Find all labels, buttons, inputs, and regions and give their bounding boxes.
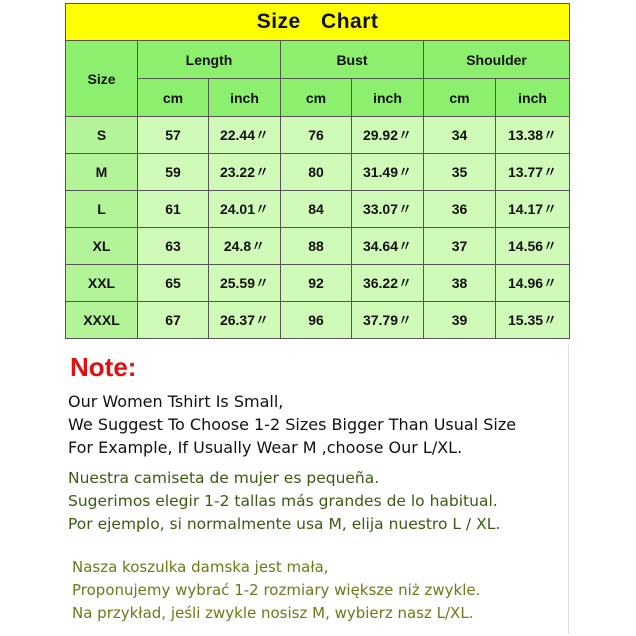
chart-title: Size Chart — [66, 4, 570, 41]
unit-header: inch — [496, 79, 570, 117]
table-cell: 37.79〃 — [352, 302, 424, 339]
table-row — [66, 117, 570, 154]
size-label: XL — [66, 228, 138, 265]
bust-group-header: Bust — [281, 41, 424, 79]
table-cell: 25.59〃 — [209, 265, 281, 302]
table-cell: 34.64〃 — [352, 228, 424, 265]
polish-note-line: Na przykład, jeśli zwykle nosisz M, wybierz nasz L/XL. — [72, 604, 474, 622]
table-cell: 63 — [138, 228, 209, 265]
table-cell: 36.22〃 — [352, 265, 424, 302]
table-cell: 33.07〃 — [352, 191, 424, 228]
table-row — [66, 302, 570, 339]
table-cell: 13.38〃 — [496, 117, 570, 154]
table-cell: 88 — [281, 228, 352, 265]
spanish-note-line: Por ejemplo, si normalmente usa M, elija nuestro L / XL. — [68, 515, 501, 533]
size-label: M — [66, 154, 138, 191]
size-label: XXXL — [66, 302, 138, 339]
table-cell: 14.56〃 — [496, 228, 570, 265]
length-group-header: Length — [138, 41, 281, 79]
table-cell: 14.17〃 — [496, 191, 570, 228]
table-cell: 23.22〃 — [209, 154, 281, 191]
size-column-header: Size — [66, 41, 138, 117]
table-cell: 22.44〃 — [209, 117, 281, 154]
table-cell: 67 — [138, 302, 209, 339]
table-cell: 36 — [424, 191, 496, 228]
english-note-line: We Suggest To Choose 1-2 Sizes Bigger Than Usual Size — [68, 415, 517, 434]
size-chart — [65, 3, 569, 339]
table-cell: 38 — [424, 265, 496, 302]
table-row — [66, 265, 570, 302]
table-cell: 96 — [281, 302, 352, 339]
table-cell: 13.77〃 — [496, 154, 570, 191]
table-cell: 24.8〃 — [209, 228, 281, 265]
table-cell: 26.37〃 — [209, 302, 281, 339]
divider — [568, 344, 569, 634]
unit-header: cm — [138, 79, 209, 117]
spanish-note-line: Nuestra camiseta de mujer es pequeña. — [68, 469, 380, 487]
table-cell: 35 — [424, 154, 496, 191]
size-label: S — [66, 117, 138, 154]
table-cell: 37 — [424, 228, 496, 265]
table-cell: 84 — [281, 191, 352, 228]
table-cell: 29.92〃 — [352, 117, 424, 154]
table-cell: 92 — [281, 265, 352, 302]
size-label: L — [66, 191, 138, 228]
table-row — [66, 154, 570, 191]
table-cell: 76 — [281, 117, 352, 154]
shoulder-group-header: Shoulder — [424, 41, 570, 79]
english-note-line: Our Women Tshirt Is Small, — [68, 392, 284, 411]
unit-header: cm — [281, 79, 352, 117]
table-row — [66, 191, 570, 228]
table-cell: 34 — [424, 117, 496, 154]
english-note — [68, 390, 516, 459]
english-note-line: For Example, If Usually Wear M ,choose Our L/XL. — [68, 438, 463, 457]
note-title: Note: — [70, 352, 137, 382]
spanish-note-line: Sugerimos elegir 1-2 tallas más grandes de lo habitual. — [68, 492, 498, 510]
table-cell: 31.49〃 — [352, 154, 424, 191]
table-cell: 65 — [138, 265, 209, 302]
table-cell: 61 — [138, 191, 209, 228]
table-row — [66, 228, 570, 265]
table-cell: 57 — [138, 117, 209, 154]
table-cell: 14.96〃 — [496, 265, 570, 302]
table-cell: 80 — [281, 154, 352, 191]
spanish-note — [68, 467, 500, 536]
table-cell: 24.01〃 — [209, 191, 281, 228]
table-cell: 15.35〃 — [496, 302, 570, 339]
size-chart-table — [65, 3, 570, 339]
table-cell: 59 — [138, 154, 209, 191]
polish-note-line: Proponujemy wybrać 1-2 rozmiary większe niż zwykle. — [72, 581, 481, 599]
polish-note — [72, 556, 480, 625]
unit-header: inch — [352, 79, 424, 117]
polish-note-line: Nasza koszulka damska jest mała, — [72, 558, 329, 576]
table-cell: 39 — [424, 302, 496, 339]
unit-header: cm — [424, 79, 496, 117]
unit-header: inch — [209, 79, 281, 117]
size-label: XXL — [66, 265, 138, 302]
